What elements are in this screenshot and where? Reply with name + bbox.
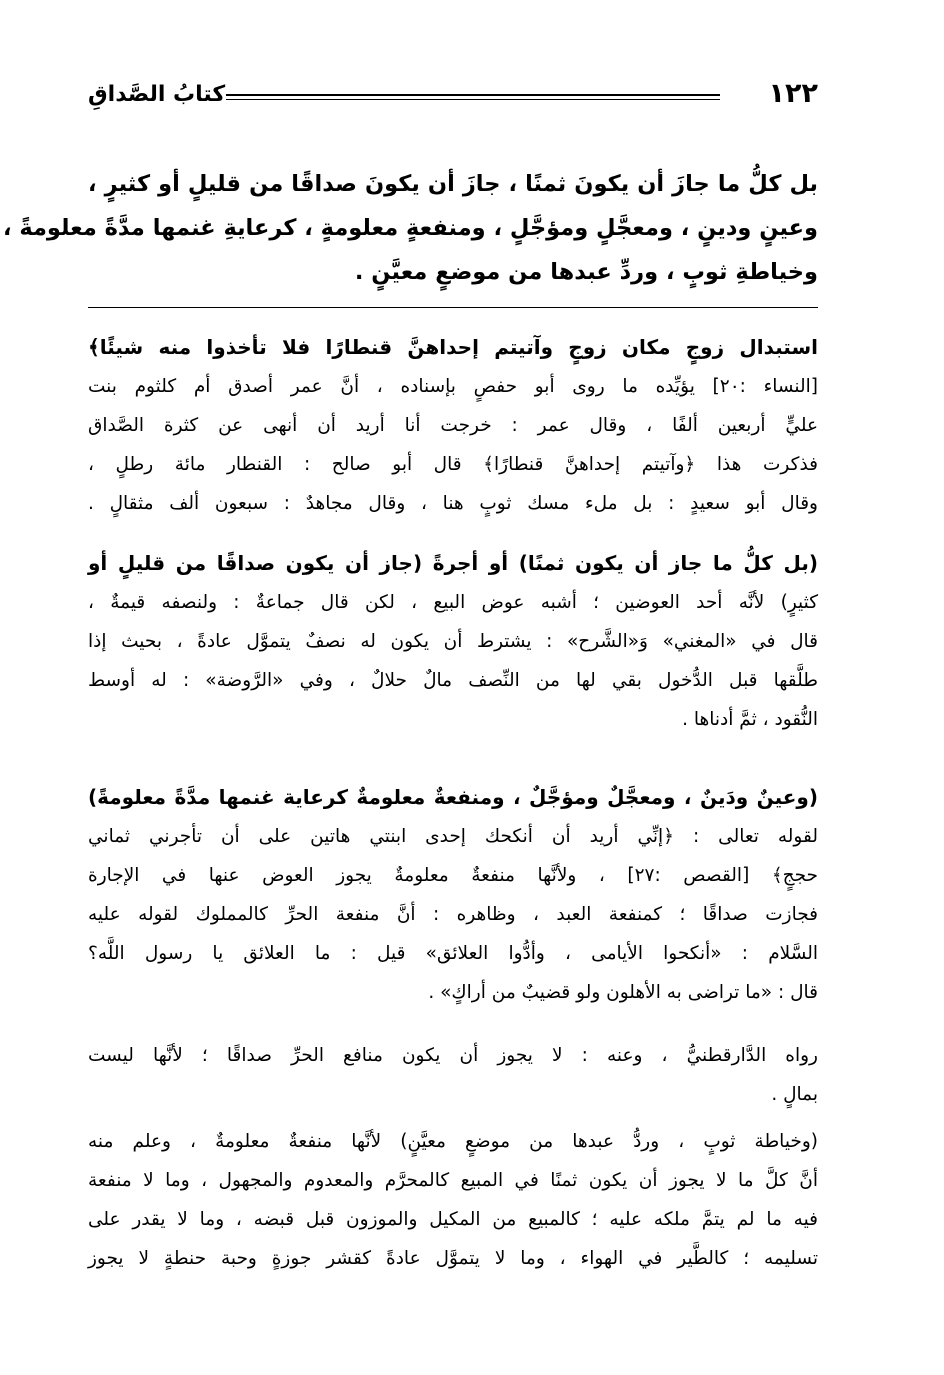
commentary-line: النُّقود ، ثمَّ أدناها . <box>682 709 818 730</box>
commentary-line: رواه الدَّارقطنيُّ ، وعنه : لا يجوز أن يكون منافع الحرِّ صداقًا ؛ لأنَّها ليست <box>88 1045 818 1066</box>
commentary-paragraph <box>88 1122 818 1278</box>
commentary-line: السَّلام : «أنكحوا الأيامى ، وأدُّوا العلائق» قيل : ما العلائق يا رسول اللَّه؟ <box>88 943 818 964</box>
commentary-paragraph <box>88 1036 818 1114</box>
commentary-line: (وخياطة ثوبٍ ، وردُّ عبدها من موضعٍ معيَّنٍ) لأنَّها منفعةٌ معلومةٌ ، وعلم منه <box>88 1131 818 1152</box>
matn-text <box>2 162 818 294</box>
commentary-line: قال : «ما تراضى به الأهلون ولو قضيبٌ من أراكٍ» . <box>428 982 818 1003</box>
commentary-line: [النساء :٢٠] يؤيِّده ما روى أبو حفصٍ بإسناده ، أنَّ عمر أصدق أم كلثوم بنت <box>88 376 818 397</box>
commentary-line: فيه ما لم يتمَّ ملكه عليه ؛ كالمبيع من المكيل والموزون قبل قبضه ، وما لا يقدر على <box>88 1209 818 1230</box>
page-header <box>88 78 818 118</box>
commentary-line: أنَّ كلَّ ما لا يجوز أن يكون ثمنًا في المبيع كالمحرَّم والمعدوم والمجهول ، وما لا منفعة <box>88 1170 818 1191</box>
commentary-line: (بل كلُّ ما جاز أن يكون ثمنًا) أو أجرةً (جاز أن يكون صداقًا من قليلٍ أو <box>88 551 818 575</box>
commentary-line: لقوله تعالى : ﴿إنِّي أريد أن أنكحك إحدى ابنتي هاتين على أن تأجرني ثماني <box>88 826 818 847</box>
commentary-line: بمالٍ . <box>771 1084 818 1105</box>
commentary-line: كثيرٍ) لأنَّه أحد العوضين ؛ أشبه عوض البيع ، لكن قال جماعةٌ : ولنصفه قيمةٌ ، <box>88 592 818 613</box>
commentary-line: (وعينٌ ودَينٌ ، ومعجَّلٌ ومؤجَّلٌ ، ومنفعةٌ معلومةٌ كرعاية غنمها مدَّةً معلومةً) <box>88 785 818 809</box>
commentary-line: تسليمه ؛ كالطَّير في الهواء ، وما لا يتموَّل عادةً كقشر جوزةٍ وحبة حنطةٍ لا يجوز <box>88 1248 818 1269</box>
commentary-line: استبدال زوجٍ مكان زوجٍ وآتيتم إحداهنَّ قنطارًا فلا تأخذوا منه شيئًا﴾ <box>88 335 818 359</box>
commentary-line: طلَّقها قبل الدُّخول بقي لها من النِّصف مالٌ حلالٌ ، وفي «الرَّوضة» : له أوسط <box>88 670 818 691</box>
matn-separator-rule <box>88 307 818 308</box>
commentary-line: وقال أبو سعيدٍ : بل ملء مسك ثوبٍ هنا ، وقال مجاهدٌ : سبعون ألف مثقالٍ . <box>88 493 818 514</box>
matn-line: وعينٍ ودينٍ ، ومعجَّلٍ ومؤجَّلٍ ، ومنفعةٍ معلومةٍ ، كرعايةِ غنمها مدَّةً معلومةً ، <box>2 215 818 241</box>
commentary-line: قال في «المغني» وَ«الشَّرح» : يشترط أن يكون له نصفٌ يتموَّل عادةً ، بحيث إذا <box>88 631 818 652</box>
running-title: كتابُ الصَّداقِ <box>88 82 226 107</box>
page-number: ١٢٢ <box>768 78 818 109</box>
commentary-line: فجازت صداقًا ؛ كمنفعة العبد ، وظاهره : أنَّ منفعة الحرِّ كالمملوك لقوله عليه <box>88 904 818 925</box>
commentary-line: فذكرت هذا ﴿وآتيتم إحداهنَّ قنطارًا﴾ قال أبو صالح : القنطار مائة رطلٍ ، <box>88 454 818 475</box>
commentary-line: عليٍّ أربعين ألفًا ، وقال عمر : خرجت أنا أريد أن أنهى عن كثرة الصَّداق <box>88 415 818 436</box>
commentary-paragraph <box>88 544 818 739</box>
matn-line: بل كلُّ ما جازَ أن يكونَ ثمنًا ، جازَ أن يكونَ صداقًا من قليلٍ أو كثيرٍ ، <box>88 171 818 197</box>
commentary-paragraph <box>88 778 818 1012</box>
header-rule <box>226 94 720 100</box>
commentary-paragraph <box>88 328 818 523</box>
matn-line: وخياطةِ ثوبٍ ، وردِّ عبدها من موضعٍ معيَّنٍ . <box>354 259 818 285</box>
commentary-line: حججٍ﴾ [القصص :٢٧] ، ولأنَّها منفعةٌ معلومةٌ يجوز العوض عنها في الإجارة <box>88 865 818 886</box>
